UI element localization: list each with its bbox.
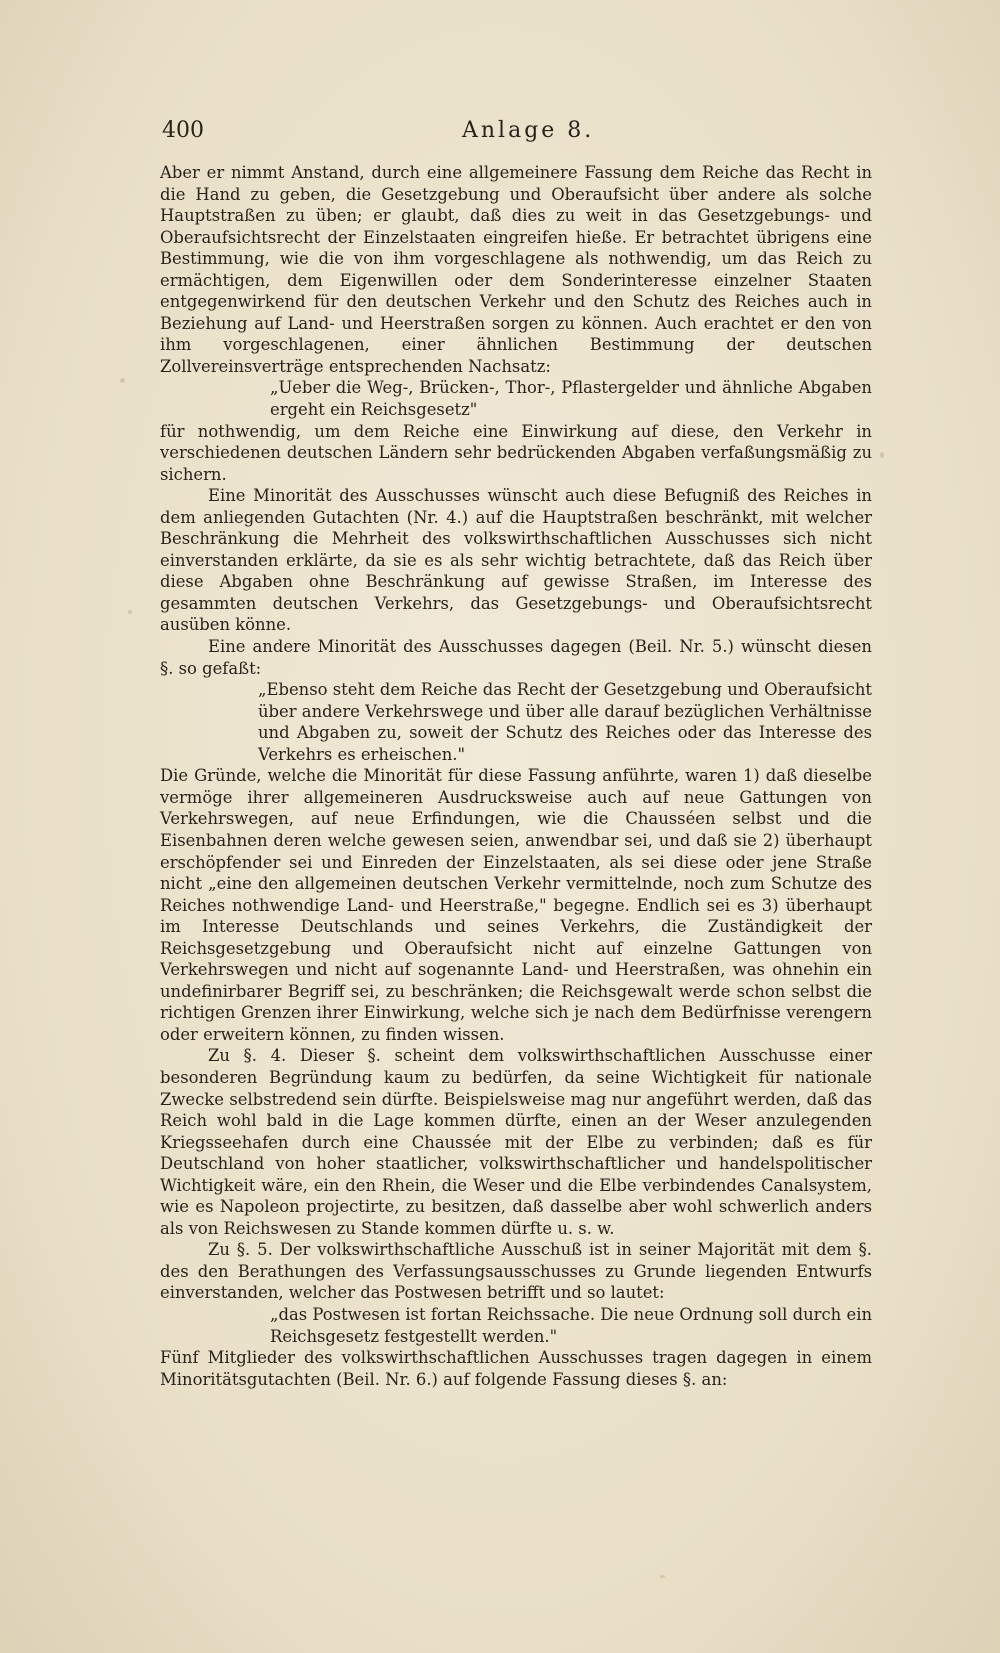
running-title: Anlage 8. (462, 118, 595, 143)
paragraph: Die Gründe, welche die Minorität für diese Fassung anführte, waren 1) daß dieselbe vermöge ihrer allgemeineren Ausdrucksweise auch auf neue Gattungen von Verkehrswegen, auf neue Erfindungen, wie die Chausséen selbst und die Eisenbahnen deren welche gewesen seien, anwendbar sei, und daß sie 2) überhaupt erschöpfender sei und Einreden der Einzelstaaten, als sei diese oder jene Straße nicht „eine den allgemeinen deutschen Verkehr vermittelnde, noch zum Schutze des Reiches nothwendige Land- und Heerstraße," begegne. Endlich sei es 3) überhaupt im Interesse Deutschlands und seines Verkehrs, die Zuständigkeit der Reichsgesetzgebung und Oberaufsicht nicht auf einzelne Gattungen von Verkehrswegen und nicht auf sogenannte Land- und Heerstraßen, was ohnehin ein undefinirbarer Begriff sei, zu beschränken; die Reichsgewalt werde schon selbst die richtigen Grenzen ihrer Einwirkung, welche sich je nach dem Bedürfnisse verengern oder erweitern können, zu finden wissen. (160, 766, 872, 1044)
paragraph: Fünf Mitglieder des volkswirthschaftlichen Ausschusses tragen dagegen in einem Minoritätsgutachten (Beil. Nr. 6.) auf folgende Fassung dieses §. an: (160, 1348, 872, 1389)
quoted-clause: „Ebenso steht dem Reiche das Recht der Gesetzgebung und Oberaufsicht über andere Verkehrswege und über alle darauf bezüglichen Verhältnisse und Abgaben zu, soweit der Schutz des Reiches oder das Interesse des Verkehrs es erheischen." (258, 680, 872, 764)
quoted-clause: „Ueber die Weg-, Brücken-, Thor-, Pflastergelder und ähnliche Abgaben ergeht ein Reichsgesetz" (270, 378, 872, 420)
paper-fleck (660, 1575, 665, 1578)
body-text (160, 162, 872, 1390)
paragraph: Eine andere Minorität des Ausschusses dagegen (Beil. Nr. 5.) wünscht diesen §. so gefaßt: (160, 637, 872, 678)
paper-fleck (120, 378, 125, 383)
paragraph: Zu §. 4. Dieser §. scheint dem volkswirthschaftlichen Ausschusse einer besonderen Begründung kaum zu bedürfen, da seine Wichtigkeit für nationale Zwecke selbstredend sein dürfte. Beispielsweise mag nur angeführt werden, daß das Reich wohl bald in die Lage kommen dürfte, einen an der Weser anzulegenden Kriegsseehafen durch eine Chaussée mit der Elbe zu verbinden; daß es für Deutschland von hoher staatlicher, volkswirthschaftlicher und handelspolitischer Wichtigkeit wäre, ein den Rhein, die Weser und die Elbe verbindendes Canalsystem, wie es Napoleon projectirte, zu besitzen, daß dasselbe aber wohl schwerlich anders als von Reichswesen zu Stande kommen dürfte u. s. w. (160, 1046, 872, 1238)
paragraph: Zu §. 5. Der volkswirthschaftliche Ausschuß ist in seiner Majorität mit dem §. des den Berathungen des Verfassungsausschusses zu Grunde liegenden Entwurfs einverstanden, welcher das Postwesen betrifft und so lautet: (160, 1240, 872, 1303)
paragraph: für nothwendig, um dem Reiche eine Einwirkung auf diese, den Verkehr in verschiedenen deutschen Ländern sehr bedrückenden Abgaben verfaßungsmäßig zu sichern. (160, 421, 872, 484)
paragraph: Eine Minorität des Ausschusses wünscht auch diese Befugniß des Reiches in dem anliegenden Gutachten (Nr. 4.) auf die Hauptstraßen beschränkt, mit welcher Beschränkung die Mehrheit des volkswirthschaftlichen Ausschusses sich nicht einverstanden erklärte, da sie es als sehr wichtig betrachtete, daß das Reich über diese Abgaben ohne Beschränkung auf gewisse Straßen, im Interesse des gesammten deutschen Verkehrs, das Gesetzgebungs- und Oberaufsichtsrecht ausüben könne. (160, 486, 872, 635)
paper-fleck (880, 452, 884, 458)
page-header (162, 108, 862, 148)
quoted-clause: „das Postwesen ist fortan Reichssache. Die neue Ordnung soll durch ein Reichsgesetz festgestellt werden." (270, 1304, 872, 1346)
page-number: 400 (162, 118, 204, 143)
paragraph: Aber er nimmt Anstand, durch eine allgemeinere Fassung dem Reiche das Recht in die Hand zu geben, die Gesetzgebung und Oberaufsicht über andere als solche Hauptstraßen zu üben; er glaubt, daß dies zu weit in das Gesetzgebungs- und Oberaufsichtsrecht der Einzelstaaten eingreifen hieße. Er betrachtet übrigens eine Bestimmung, wie die von ihm vorgeschlagene als nothwendig, um das Reich zu ermächtigen, dem Eigenwillen oder dem Sonderinteresse einzelner Staaten entgegenwirkend für den deutschen Verkehr und den Schutz des Reiches auch in Beziehung auf Land- und Heerstraßen sorgen zu können. Auch erachtet er den von ihm vorgeschlagenen, einer ähnlichen Bestimmung der deutschen Zollvereinsverträge entsprechenden Nachsatz: (160, 163, 872, 376)
paper-fleck (128, 610, 132, 614)
